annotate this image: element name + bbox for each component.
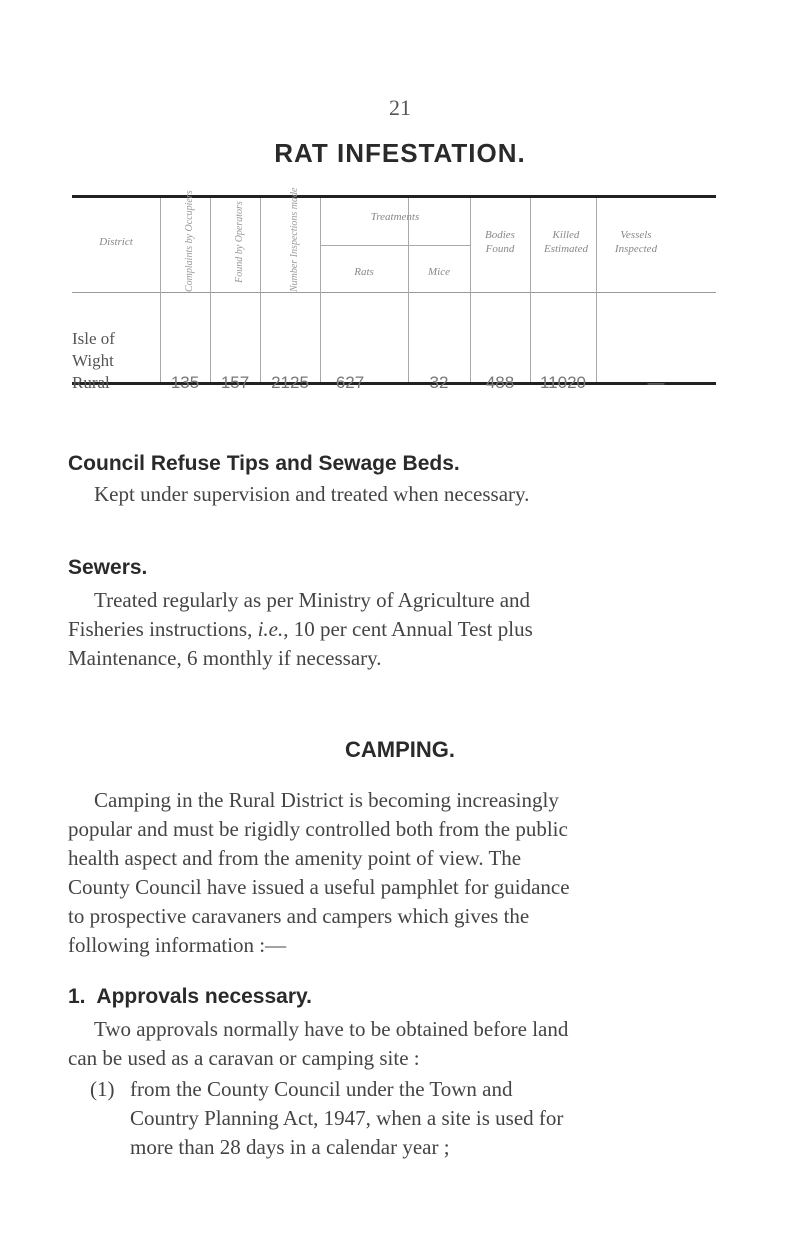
cell-rats: 627: [335, 373, 365, 392]
header-district: District: [99, 236, 133, 248]
camping-line: County Council have issued a useful pamphlet for guidance: [68, 875, 570, 899]
rat-infestation-table: [72, 187, 716, 392]
header-killed-estimated: Killed Estimated: [544, 229, 588, 255]
cell-complaints: 135: [170, 373, 200, 392]
column-divider: [596, 198, 597, 382]
sewers-ie: i.e.: [257, 617, 284, 641]
refuse-text: [68, 480, 740, 509]
treatments-subheader-rule: [320, 245, 470, 246]
approval-item-line: more than 28 days in a calendar year ;: [130, 1135, 450, 1159]
page-number: 21: [389, 95, 411, 120]
camping-line: following information :—: [68, 933, 287, 957]
approval-item-line: Country Planning Act, 1947, when a site is used for: [130, 1106, 564, 1130]
column-divider: [320, 198, 321, 382]
approval-item-number: (1): [90, 1077, 115, 1101]
approvals-line: Two approvals normally have to be obtained before land: [94, 1017, 569, 1041]
sewers-line: Treated regularly as per Ministry of Agriculture and: [94, 588, 531, 612]
cell-inspections: 2125: [271, 373, 309, 392]
column-divider: [260, 198, 261, 382]
column-divider: [470, 198, 471, 382]
header-bodies-found: Bodies Found: [485, 229, 515, 255]
refuse-heading: Council Refuse Tips and Sewage Beds.: [68, 452, 460, 475]
cell-mice: 32: [429, 373, 449, 392]
camping-line: Camping in the Rural District is becoming increasingly: [94, 788, 559, 812]
camping-line: popular and must be rigidly controlled both from the public: [68, 817, 568, 841]
refuse-text-content: Kept under supervision and treated when necessary.: [94, 482, 530, 506]
header-found-by-operators: Found by Operators: [234, 201, 245, 283]
approval-item-1: [90, 1075, 740, 1162]
header-vessels-inspected: Vessels Inspected: [614, 229, 658, 255]
column-divider: [160, 198, 161, 382]
header-treatments: Treatments: [370, 211, 420, 223]
approvals-text: [68, 1015, 740, 1073]
header-inspections: Number Inspections made: [289, 187, 300, 292]
header-rats: Rats: [354, 266, 374, 278]
cell-killed: 11020: [539, 373, 586, 392]
row-label-line3: Rural: [72, 373, 110, 392]
row-label-line2: Wight: [72, 351, 114, 370]
approval-item-line: from the County Council under the Town and: [130, 1077, 513, 1101]
table-header-rule: [72, 292, 716, 293]
camping-heading: CAMPING.: [345, 737, 455, 762]
header-mice: Mice: [428, 266, 450, 278]
cell-bodies: 488: [485, 373, 515, 392]
sewers-line: , 10 per cent Annual Test plus: [283, 617, 533, 641]
sewers-line: Fisheries instructions,: [68, 617, 258, 641]
sewers-text: [68, 586, 740, 673]
camping-line: health aspect and from the amenity point of view. The: [68, 846, 522, 870]
cell-found: 157: [220, 373, 250, 392]
column-divider: [210, 198, 211, 382]
approvals-line: can be used as a caravan or camping site :: [68, 1046, 420, 1070]
cell-vessels: —: [647, 373, 665, 392]
header-complaints: Complaints by Occupiers: [184, 190, 195, 292]
approvals-heading: 1. Approvals necessary.: [68, 985, 312, 1008]
column-divider: [530, 198, 531, 382]
page-title: RAT INFESTATION.: [274, 138, 526, 168]
row-label-line1: Isle of: [72, 329, 115, 348]
camping-line: to prospective caravaners and campers which gives the: [68, 904, 530, 928]
column-divider: [408, 198, 409, 382]
table-top-rule: [72, 195, 716, 198]
camping-text: [68, 786, 740, 960]
sewers-line: Maintenance, 6 monthly if necessary.: [68, 646, 382, 670]
sewers-heading: Sewers.: [68, 556, 148, 579]
